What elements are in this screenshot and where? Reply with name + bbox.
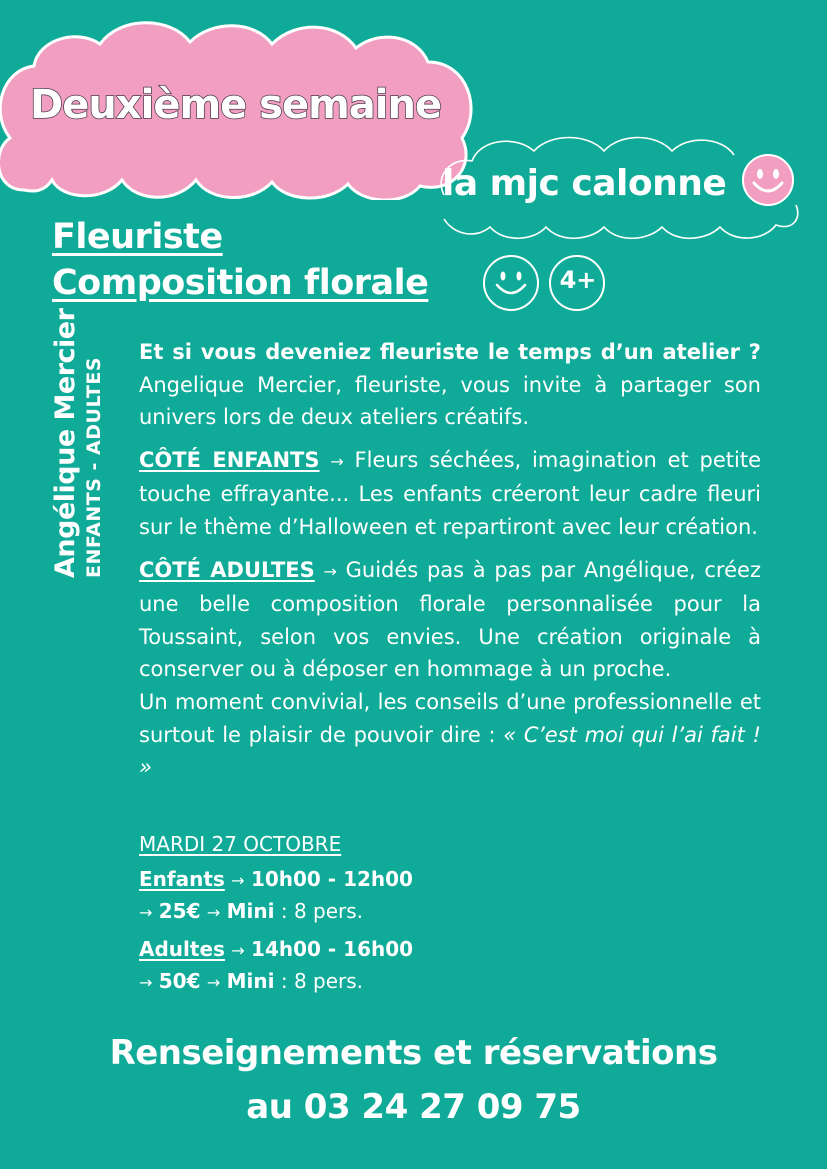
smiley-outline-icon: [484, 256, 538, 310]
intro-text: Angelique Mercier, fleuriste, vous invite à partager son univers lors de deux ateliers créatifs.: [139, 372, 761, 430]
activity-title-line2: Composition florale: [52, 263, 429, 303]
description: [139, 336, 761, 794]
host-name: Angélique Mercier: [50, 308, 81, 578]
arrow-icon: →: [330, 451, 344, 471]
activity-title-line1: Fleuriste: [52, 217, 223, 257]
session-adults-details: [139, 966, 539, 998]
session-group: Adultes: [139, 937, 225, 961]
session-price: 50€: [158, 969, 201, 993]
session-time: 14h00 - 16h00: [251, 937, 414, 961]
arrow-icon: →: [139, 903, 153, 922]
session-min-value: : 8 pers.: [280, 899, 364, 923]
week-label: Deuxième semaine: [30, 82, 442, 128]
arrow-icon: →: [139, 973, 153, 992]
session-price: 25€: [158, 899, 201, 923]
arrow-icon: →: [231, 871, 245, 890]
session-adults: [139, 934, 539, 966]
closing-quote: « C’est moi qui l’ai fait ! »: [139, 722, 761, 780]
contact-phone[interactable]: au 03 24 27 09 75: [246, 1087, 581, 1127]
kids-label: CÔTÉ ENFANTS: [139, 447, 320, 472]
smiley-icon: [741, 153, 795, 207]
age-badge-text: 4+: [559, 266, 597, 294]
arrow-icon: →: [206, 973, 221, 992]
schedule: [139, 830, 539, 998]
side-label: [50, 309, 106, 578]
intro-lead: Et si vous deveniez fleuriste le temps d’un atelier ?: [139, 340, 761, 364]
session-min-label: Mini: [226, 969, 275, 993]
kids-text: Fleurs séchées, imagination et petite touche effrayante... Les enfants créeront leur cadre fleuri sur le thème d’Halloween et repartiront avec leur création.: [139, 447, 761, 539]
arrow-icon: →: [206, 903, 221, 922]
session-min-value: : 8 pers.: [280, 969, 364, 993]
brand-name: la mjc calonne: [442, 163, 727, 204]
arrow-icon: →: [231, 941, 245, 960]
session-time: 10h00 - 12h00: [250, 867, 413, 891]
contact-line1: Renseignements et réservations: [109, 1033, 718, 1073]
adults-label: CÔTÉ ADULTES: [139, 557, 315, 582]
closing-text: Un moment convivial, les conseils d’une professionnelle et surtout le plaisir de pouvoir dire :: [139, 689, 761, 747]
session-min-label: Mini: [226, 899, 275, 923]
session-kids: [139, 864, 539, 896]
arrow-icon: →: [323, 561, 337, 581]
session-kids-details: [139, 896, 539, 928]
audience-label: ENFANTS - ADULTES: [83, 356, 105, 578]
session-group: Enfants: [139, 867, 225, 891]
adults-text: Guidés pas à pas par Angélique, créez une belle composition florale personnalisée pour la Toussaint, selon vos envies. Une création originale à conserver ou à déposer en hommage à un proche.: [139, 557, 761, 682]
schedule-date: MARDI 27 OCTOBRE: [139, 832, 342, 856]
activity-title: [52, 214, 428, 306]
contact: [0, 1026, 827, 1134]
